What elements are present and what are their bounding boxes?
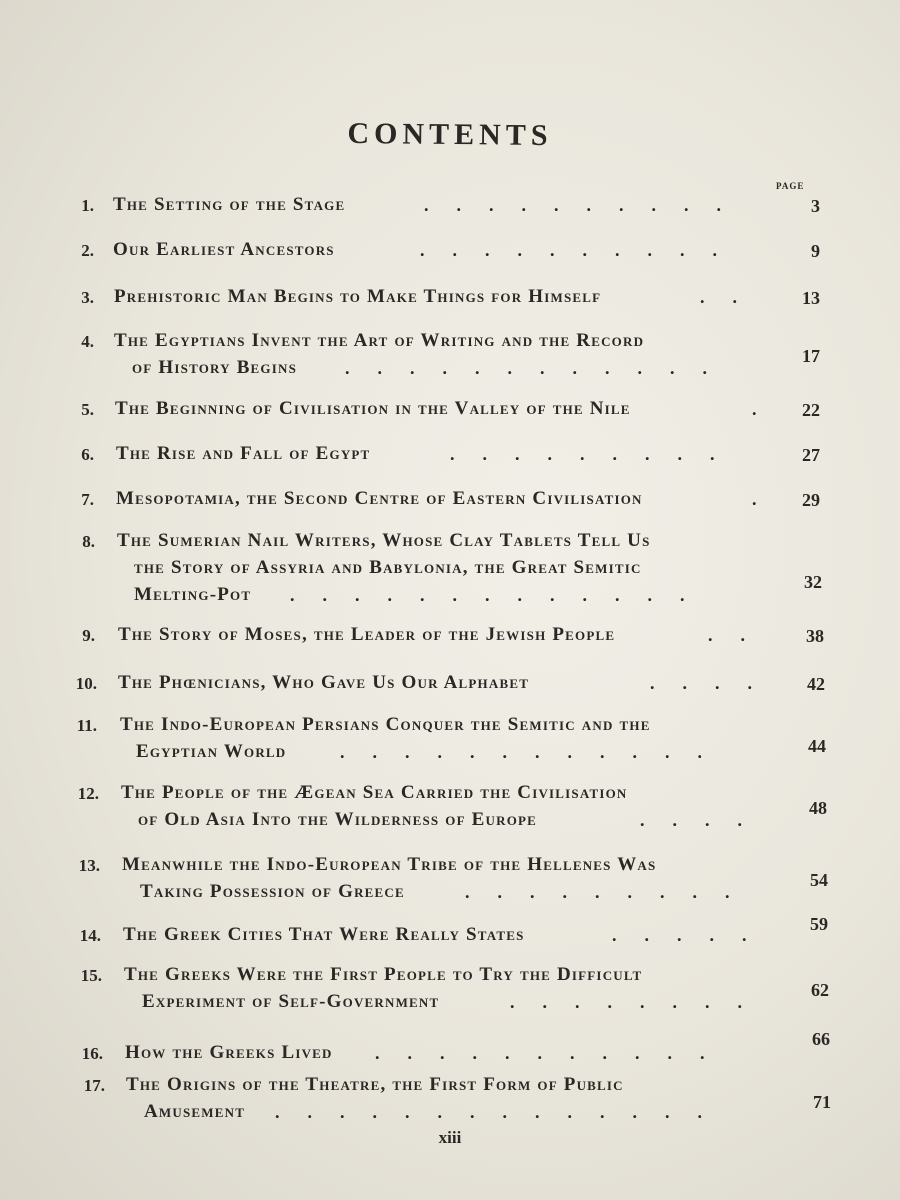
- dot-leader: ............: [340, 742, 730, 762]
- page-number: 22: [802, 400, 820, 420]
- chapter-number: 8.: [82, 532, 95, 551]
- chapter-title-line: Mesopotamia, the Second Centre of Eastern Civilisation: [116, 488, 643, 509]
- chapter-title-line: The Greek Cities That Were Really States: [123, 924, 525, 945]
- dot-leader: ..........: [424, 195, 749, 215]
- page-number: 17: [802, 346, 820, 366]
- chapter-number: 2.: [81, 241, 94, 260]
- chapter-number: 15.: [80, 966, 102, 985]
- page-column-label: PAGE: [776, 181, 805, 191]
- page-number: 44: [808, 736, 826, 756]
- chapter-title-line: The People of the Ægean Sea Carried the Civilisation: [121, 782, 628, 803]
- chapter-number: 14.: [79, 926, 101, 945]
- chapter-number: 12.: [77, 784, 99, 803]
- dot-leader: ...........: [375, 1043, 733, 1063]
- chapter-title-line: Amusement: [144, 1101, 246, 1122]
- chapter-title-line: Experiment of Self-Government: [142, 991, 440, 1012]
- chapter-number: 4.: [81, 332, 94, 351]
- page-number: 9: [811, 241, 820, 261]
- page-number: 38: [806, 626, 824, 646]
- dot-leader: .: [752, 489, 785, 509]
- chapter-title-line: Meanwhile the Indo-European Tribe of the Hellenes Was: [122, 854, 657, 875]
- chapter-number: 9.: [82, 626, 95, 645]
- page-number: 54: [810, 870, 828, 890]
- chapter-number: 6.: [81, 445, 94, 464]
- page-number: 32: [804, 572, 822, 592]
- page-number: 66: [812, 1029, 830, 1049]
- chapter-number: 3.: [81, 288, 94, 307]
- dot-leader: .........: [450, 444, 743, 464]
- page-folio: xiii: [438, 1128, 462, 1147]
- chapter-number: 1.: [81, 196, 94, 215]
- chapter-number: 5.: [81, 400, 94, 419]
- chapter-number: 13.: [78, 856, 100, 875]
- page-number: 29: [802, 490, 820, 510]
- chapter-title-line: The Origins of the Theatre, the First Form of Public: [126, 1074, 624, 1095]
- chapter-title-line: The Greeks Were the First People to Try the Difficult: [124, 964, 643, 985]
- chapter-title-line: of Old Asia Into the Wilderness of Europe: [138, 809, 538, 830]
- chapter-number: 11.: [76, 716, 97, 735]
- dot-leader: ..............: [275, 1102, 730, 1122]
- chapter-title-line: Melting-Pot: [134, 584, 252, 605]
- dot-leader: ..: [708, 625, 773, 645]
- chapter-number: 17.: [83, 1076, 105, 1095]
- chapter-title-line: Taking Possession of Greece: [140, 881, 405, 902]
- dot-leader: .............: [290, 585, 713, 605]
- page-number: 3: [811, 196, 820, 216]
- dot-leader: ....: [650, 673, 780, 693]
- page-number: 13: [802, 288, 820, 308]
- chapter-title-line: The Phœnicians, Who Gave Us Our Alphabet: [118, 672, 530, 693]
- chapter-title-line: How the Greeks Lived: [125, 1042, 333, 1063]
- chapter-title-line: Prehistoric Man Begins to Make Things for Himself: [114, 286, 602, 307]
- dot-leader: .....: [612, 925, 775, 945]
- chapter-title-line: The Beginning of Civilisation in the Valley of the Nile: [115, 398, 631, 419]
- chapter-title-line: Our Earliest Ancestors: [113, 239, 335, 260]
- dot-leader: .........: [465, 882, 758, 902]
- chapter-title-line: Egyptian World: [136, 741, 287, 762]
- dot-leader: ..: [700, 287, 765, 307]
- chapter-number: 10.: [75, 674, 97, 693]
- dot-leader: .: [752, 399, 785, 419]
- dot-leader: ....: [640, 810, 770, 830]
- dot-leader: ............: [345, 358, 735, 378]
- page-number: 27: [802, 445, 820, 465]
- page-number: 48: [809, 798, 827, 818]
- page-number: 71: [813, 1092, 831, 1112]
- chapter-number: 7.: [81, 490, 94, 509]
- chapter-title-line: the Story of Assyria and Babylonia, the Great Semitic: [134, 557, 642, 578]
- page-number: 42: [807, 674, 825, 694]
- chapter-title-line: The Setting of the Stage: [113, 194, 346, 215]
- chapter-number: 16.: [81, 1044, 103, 1063]
- chapter-title-line: The Rise and Fall of Egypt: [116, 443, 371, 464]
- dot-leader: ..........: [420, 240, 745, 260]
- dot-leader: ........: [510, 992, 770, 1012]
- page-number: 59: [810, 914, 828, 934]
- chapter-title-line: The Story of Moses, the Leader of the Jewish People: [118, 624, 616, 645]
- chapter-title-line: The Sumerian Nail Writers, Whose Clay Tablets Tell Us: [117, 530, 651, 551]
- chapter-title-line: of History Begins: [132, 357, 298, 378]
- chapter-title-line: The Indo-European Persians Conquer the Semitic and the: [120, 714, 651, 735]
- page-number: 62: [811, 980, 829, 1000]
- page-title: CONTENTS: [347, 116, 553, 153]
- chapter-title-line: The Egyptians Invent the Art of Writing and the Record: [114, 330, 645, 351]
